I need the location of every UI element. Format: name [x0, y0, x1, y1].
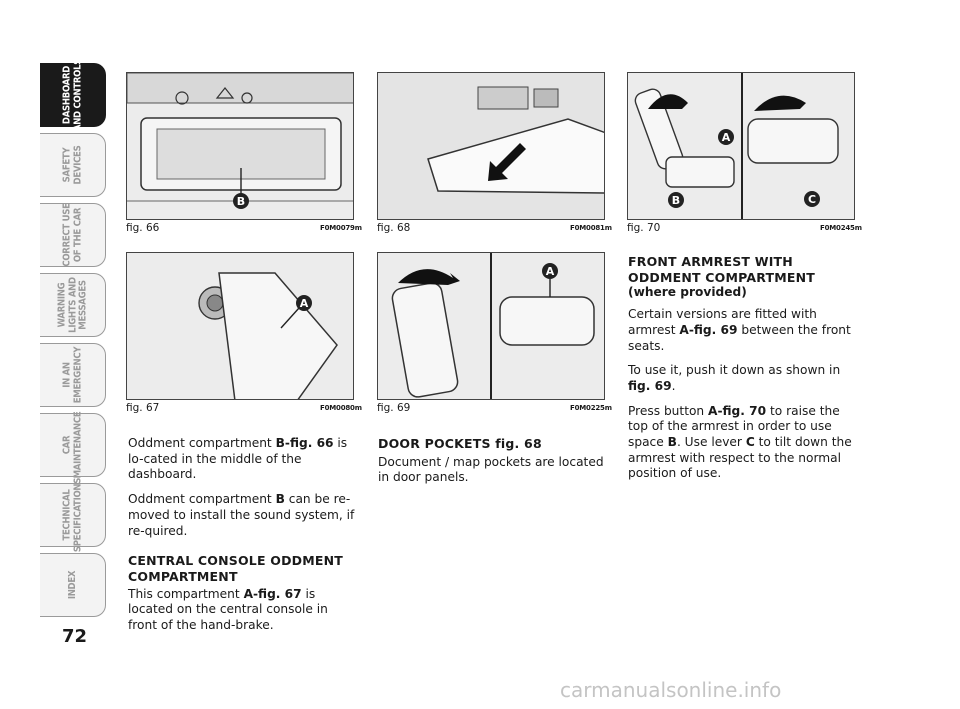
callout-c-label: C [807, 193, 817, 206]
fig-66-caption: fig. 66 [126, 222, 160, 234]
paragraph: This compartment A-fig. 67 is located on the central console in front of the hand-brake. [128, 586, 328, 633]
door-pocket-illustration [378, 73, 605, 220]
paragraph: To use it, push it down as shown in fig. 69. [628, 363, 841, 393]
fig-69-code: F0M0225m [570, 404, 612, 412]
paragraph: Press button A-fig. 70 to raise the top of the armrest in order to use space B. Use lever C to tilt down the armrest with respect to the normal position of use. [628, 403, 852, 481]
callout-a-label: A [545, 265, 555, 278]
fig-70-caption: fig. 70 [627, 222, 661, 234]
figure-68 [377, 72, 605, 220]
tab-car-maintenance[interactable]: CAR MAINTENANCE [40, 413, 106, 477]
paragraph: Document / map pockets are located in door panels. [378, 454, 604, 485]
callout-a-label: A [721, 131, 731, 144]
callout-b-label: B [671, 194, 681, 207]
tab-safety-devices[interactable]: SAFETY DEVICES [40, 133, 106, 197]
watermark: carmanualsonline.info [560, 678, 782, 702]
column-2-text [378, 436, 606, 495]
armrest-open-illustration [628, 73, 855, 220]
fig-68-code: F0M0081m [570, 224, 612, 232]
tab-correct-use[interactable]: CORRECT USE OF THE CAR [40, 203, 106, 267]
column-3-text [628, 254, 856, 491]
paragraph: Oddment compartment B-fig. 66 is lo-cated in the middle of the dashboard. [128, 436, 348, 482]
tab-warning-lights[interactable]: WARNING LIGHTS AND MESSAGES [40, 273, 106, 337]
tab-index[interactable]: INDEX [40, 553, 106, 617]
tab-technical-specifications[interactable]: TECHNICAL SPECIFICATIONS [40, 483, 106, 547]
figure-67 [126, 252, 354, 400]
column-1-text [128, 436, 356, 643]
callout-b-label: B [236, 195, 246, 208]
fig-67-code: F0M0080m [320, 404, 362, 412]
fig-66-code: F0M0079m [320, 224, 362, 232]
armrest-down-illustration [378, 253, 605, 400]
fig-69-caption: fig. 69 [377, 402, 411, 414]
paragraph: Certain versions are fitted with armrest A-fig. 69 between the front seats. [628, 307, 851, 353]
tab-dashboard-and-controls[interactable]: DASHBOARD AND CONTROLS [40, 63, 106, 127]
section-heading: CENTRAL CONSOLE ODDMENT COMPARTMENT [128, 553, 344, 584]
console-compartment-illustration [127, 253, 354, 400]
section-subheading: (where provided) [628, 285, 747, 300]
page-number: 72 [62, 626, 88, 647]
fig-68-caption: fig. 68 [377, 222, 411, 234]
figure-69 [377, 252, 605, 400]
tab-in-an-emergency[interactable]: IN AN EMERGENCY [40, 343, 106, 407]
section-heading: FRONT ARMREST WITH ODDMENT COMPARTMENT [628, 254, 815, 285]
figure-66 [126, 72, 354, 220]
fig-67-caption: fig. 67 [126, 402, 160, 414]
fig-70-code: F0M0245m [820, 224, 862, 232]
paragraph: Oddment compartment B can be re-moved to install the sound system, if re-quired. [128, 492, 355, 538]
figure-70 [627, 72, 855, 220]
dashboard-compartment-illustration [127, 73, 354, 220]
section-heading: DOOR POCKETS fig. 68 [378, 436, 542, 451]
callout-a-label: A [299, 297, 309, 310]
